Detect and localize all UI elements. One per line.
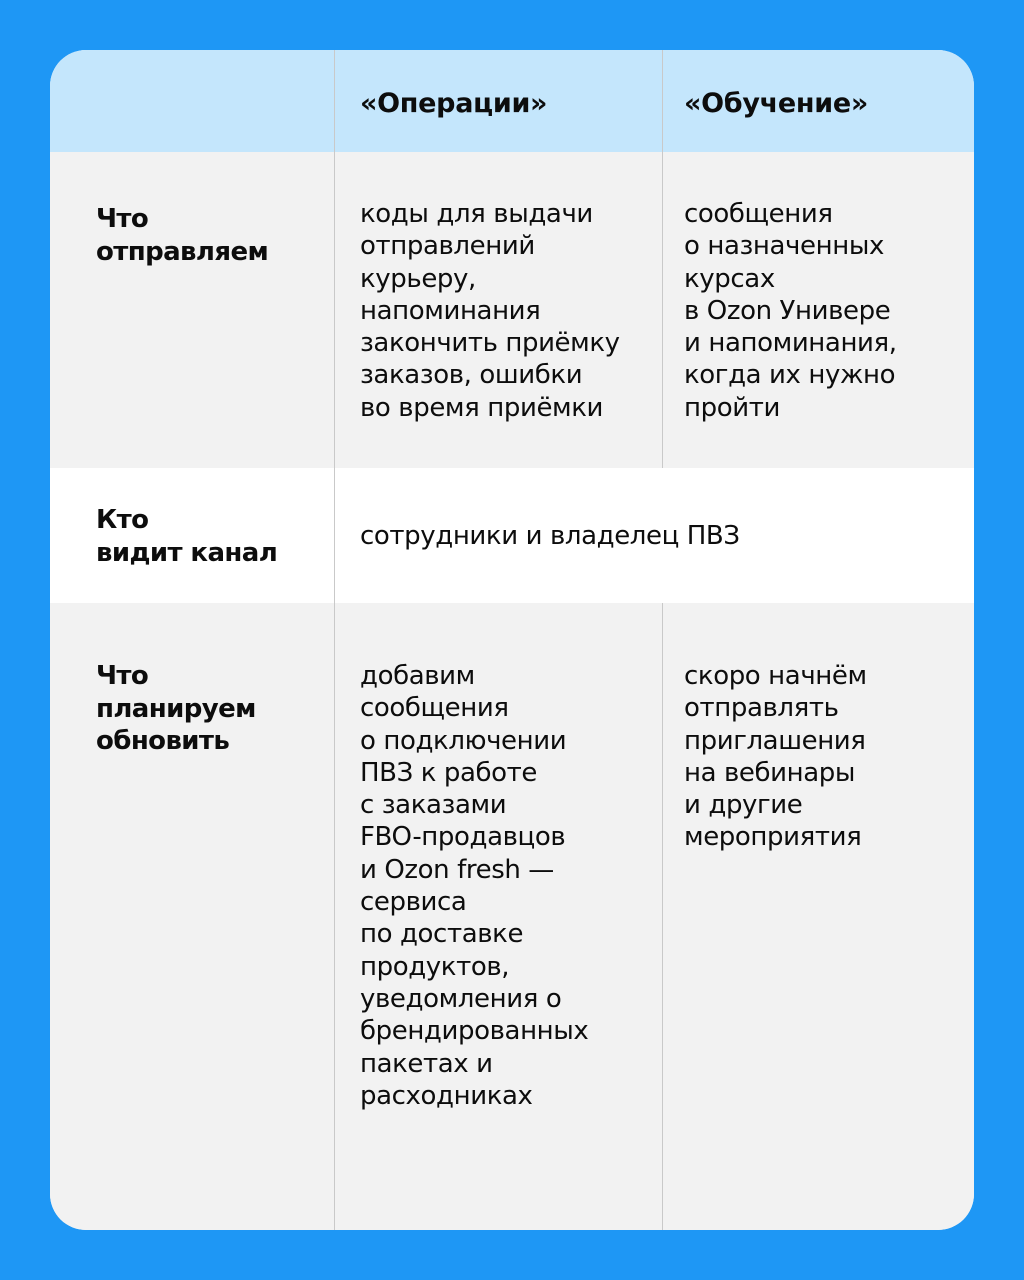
column-divider-2-bottom [662,603,663,1230]
cell-training-planned-updates: скоро начнём отправлять приглашения на вебинары и другие мероприятия [684,661,867,853]
header-operations: «Операции» [360,88,548,119]
header-training: «Обучение» [684,88,869,119]
column-divider-1 [334,50,335,1230]
row-label-who-sees: Кто видит канал [96,505,278,568]
cell-training-what-we-send: сообщения о назначенных курсах в Ozon Универе и напоминания, когда их нужно пройти [684,199,897,423]
row-label-what-we-send: Что отправляем [96,204,269,267]
comparison-table-card [50,50,974,1230]
cell-operations-planned-updates: добавим сообщения о подключении ПВЗ к работе с заказами FBO-продавцов и Ozon fresh — сервиса по доставке продуктов, уведомления о брендированных пакетах и расходниках [360,661,589,1111]
column-divider-2-top [662,50,663,468]
row-label-planned-updates: Что планируем обновить [96,661,256,756]
cell-who-sees: сотрудники и владелец ПВЗ [360,521,740,551]
cell-operations-what-we-send: коды для выдачи отправлений курьеру, напоминания закончить приёмку заказов, ошибки во время приёмки [360,199,620,423]
